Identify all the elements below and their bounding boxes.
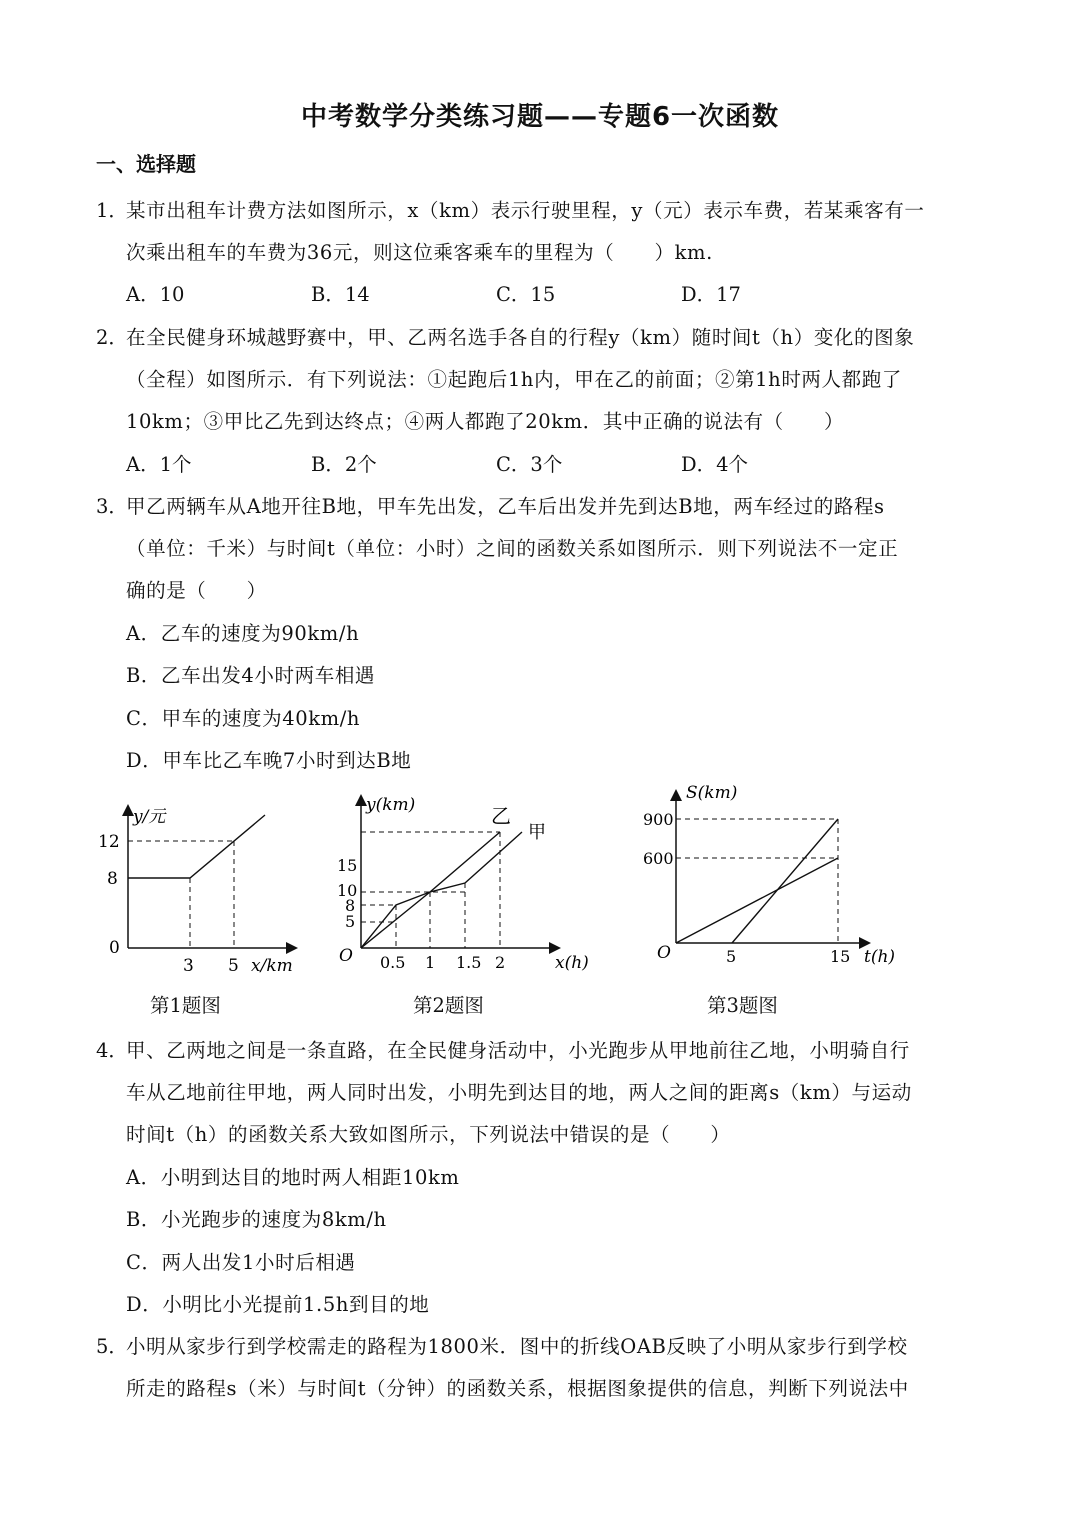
question-4-option-d: D．小明比小光提前1.5h到目的地 xyxy=(126,1293,430,1316)
question-3-option-c: C．甲车的速度为40km/h xyxy=(126,707,361,730)
y-tick-label: 8 xyxy=(345,896,356,915)
x-axis-label: x/km xyxy=(251,956,293,976)
question-3-option-a: A．乙车的速度为90km/h xyxy=(126,622,360,645)
y-tick-label: 12 xyxy=(98,832,120,852)
x-tick-label: 2 xyxy=(495,953,506,972)
x-tick-label: 3 xyxy=(183,956,194,976)
question-2-line-1: 在全民健身环城越野赛中，甲、乙两名选手各自的行程y（km）随时间t（h）变化的图象 xyxy=(126,326,915,349)
figure-1-caption: 第1题图 xyxy=(150,994,221,1017)
y-axis-label: y(km) xyxy=(366,795,416,815)
x-axis-label: t(h) xyxy=(864,947,896,967)
figure-1-graph xyxy=(95,785,315,985)
question-3-option-b: B．乙车出发4小时两车相遇 xyxy=(126,664,376,687)
series-label-yi: 乙 xyxy=(491,804,511,828)
figure-3-caption: 第3题图 xyxy=(707,994,778,1017)
question-4-number: 4． xyxy=(96,1039,128,1062)
question-2-number: 2． xyxy=(96,326,128,349)
x-tick-label: 5 xyxy=(228,956,239,976)
y-tick-label: 15 xyxy=(337,856,358,875)
x-tick-label: 1 xyxy=(425,953,436,972)
option-d: D．4个 xyxy=(681,453,749,476)
y-tick-label: 5 xyxy=(345,912,356,931)
question-1-number: 1． xyxy=(96,199,128,222)
origin-label: O xyxy=(339,946,353,966)
x-tick-label: 1.5 xyxy=(456,953,482,972)
question-2-options xyxy=(126,449,866,477)
x-tick-label: 0.5 xyxy=(380,953,406,972)
figure-2-graph xyxy=(330,785,600,985)
figure-2-caption: 第2题图 xyxy=(413,994,484,1017)
question-1-line-2: 次乘出租车的车费为36元，则这位乘客乘车的里程为（ ）km. xyxy=(126,241,713,264)
option-c: C．3个 xyxy=(496,453,563,476)
y-tick-label: 600 xyxy=(643,849,674,868)
y-axis-label: y/元 xyxy=(133,807,166,827)
figure-3-graph xyxy=(640,778,910,978)
page-title: 中考数学分类练习题——专题6一次函数 xyxy=(300,102,780,132)
question-1-line-1: 某市出租车计费方法如图所示，x（km）表示行驶里程，y（元）表示车费，若某乘客有一 xyxy=(126,199,925,222)
question-3-line-2: （单位：千米）与时间t（单位：小时）之间的函数关系如图所示．则下列说法不一定正 xyxy=(126,537,899,560)
x-tick-label: 15 xyxy=(830,947,851,966)
option-b: B．2个 xyxy=(311,453,377,476)
series-label-jia: 甲 xyxy=(528,822,546,843)
question-4-line-1: 甲、乙两地之间是一条直路，在全民健身活动中，小光跑步从甲地前往乙地，小明骑自行 xyxy=(126,1039,910,1062)
y-tick-label: 8 xyxy=(107,869,118,889)
y-tick-label: 10 xyxy=(337,881,358,900)
section-heading: 一、选择题 xyxy=(96,152,196,176)
line-yi xyxy=(732,819,838,943)
question-4-line-2: 车从乙地前往甲地，两人同时出发，小明先到达目的地，两人之间的距离s（km）与运动 xyxy=(126,1081,912,1104)
question-3-number: 3． xyxy=(96,495,128,518)
question-3-option-d: D．甲车比乙车晚7小时到达B地 xyxy=(126,749,412,772)
question-1-options xyxy=(126,279,866,307)
question-4-option-c: C．两人出发1小时后相遇 xyxy=(126,1251,356,1274)
x-axis-label: x(h) xyxy=(555,953,589,973)
option-a: A．10 xyxy=(126,283,185,306)
question-5-number: 5． xyxy=(96,1335,128,1358)
question-2-line-3: 10km；③甲比乙先到达终点；④两人都跑了20km．其中正确的说法有（ ） xyxy=(126,410,845,433)
question-5-line-2: 所走的路程s（米）与时间t（分钟）的函数关系，根据图象提供的信息，判断下列说法中 xyxy=(126,1377,909,1400)
x-tick-label: 5 xyxy=(726,947,737,966)
line-jia xyxy=(676,858,838,943)
option-d: D．17 xyxy=(681,283,741,306)
question-3-line-1: 甲乙两辆车从A地开往B地，甲车先出发，乙车后出发并先到达B地，两车经过的路程s xyxy=(126,495,885,518)
option-a: A．1个 xyxy=(126,453,192,476)
question-5-line-1: 小明从家步行到学校需走的路程为1800米．图中的折线OAB反映了小明从家步行到学校 xyxy=(126,1335,908,1358)
question-4-option-a: A．小明到达目的地时两人相距10km xyxy=(126,1166,460,1189)
y-tick-label: 900 xyxy=(643,810,674,829)
option-b: B．14 xyxy=(311,283,370,306)
question-3-line-3: 确的是（ ） xyxy=(126,579,267,602)
origin-label: O xyxy=(657,943,671,963)
option-c: C．15 xyxy=(496,283,556,306)
y-axis-label: S(km) xyxy=(686,783,738,803)
question-2-line-2: （全程）如图所示．有下列说法：①起跑后1h内，甲在乙的前面；②第1h时两人都跑了 xyxy=(126,368,902,391)
line-jia xyxy=(361,832,522,948)
question-4-line-3: 时间t（h）的函数关系大致如图所示，下列说法中错误的是（ ） xyxy=(126,1123,731,1146)
y-tick-label: 0 xyxy=(109,938,120,958)
question-4-option-b: B．小光跑步的速度为8km/h xyxy=(126,1208,387,1231)
